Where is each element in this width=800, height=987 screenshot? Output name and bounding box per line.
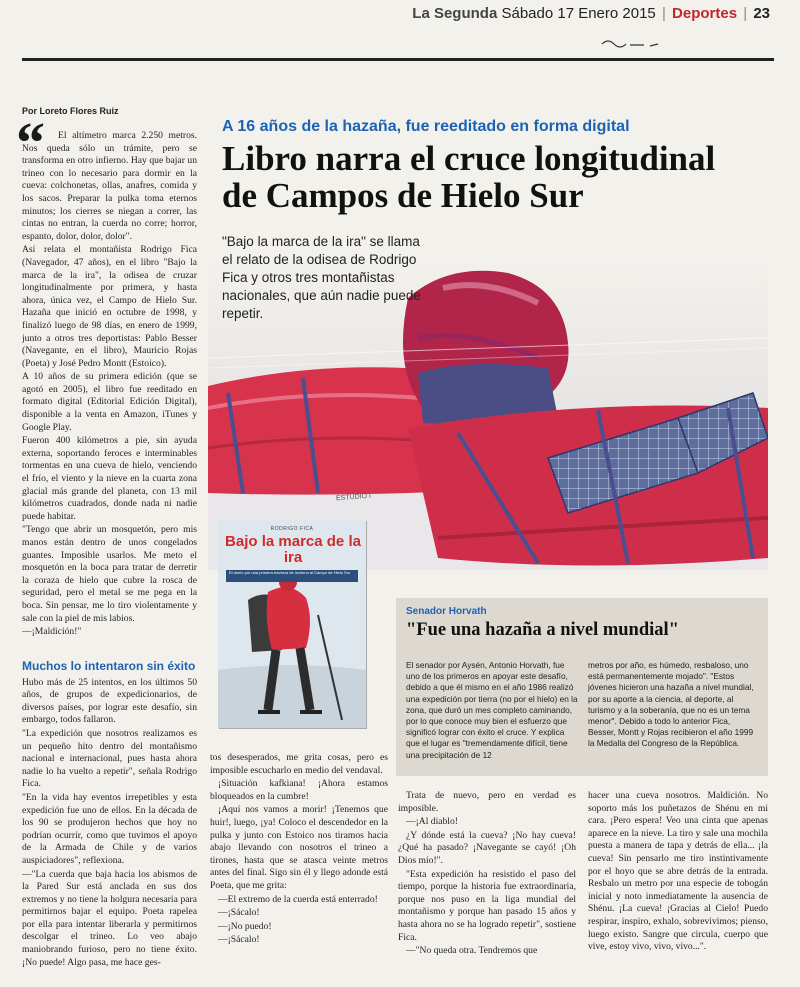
paragraph: —"No queda otra. Tendremos que bbox=[406, 945, 538, 957]
paragraph: —¡No puedo! bbox=[218, 920, 272, 932]
article-kicker: A 16 años de la hazaña, fue reeditado en forma digital bbox=[222, 118, 630, 135]
article-headline bbox=[222, 140, 782, 214]
sidebar-box bbox=[396, 598, 768, 776]
subheading: Muchos lo intentaron sin éxito bbox=[22, 660, 196, 673]
byline: Por Loreto Flores Ruiz bbox=[22, 106, 119, 116]
paragraph: ¡Situación kafkiana! ¡Ahora estamos bloqueados en la cumbre! bbox=[210, 778, 388, 802]
paragraph: —¡Al diablo! bbox=[406, 816, 458, 828]
article-deck: "Bajo la marca de la ira" se llama el relato de la odisea de Rodrigo Fica y otros tres montañistas nacionales, que aún nadie puede repetir. bbox=[222, 234, 421, 321]
paragraph: "La expedición que nosotros realizamos es un pequeño hito dentro del montañismo nacional e internacional, pues hasta ahora nadie lo ha vuelto a repetir", señala Rodrigo Fica. bbox=[22, 727, 197, 790]
book-subtitle: El duelo por una primera travesía de invierno al Campo de Hielo Sur bbox=[226, 570, 358, 582]
sidebar-column-1: El senador por Aysén, Antonio Horvath, fue uno de los primeros en apoyar este desafío, debido a que él mismo en el año 1986 realizó una expedición por tierra (no por el hielo) en la zona, que duró un mes completo caminando, por lo que conoce muy bien el esfuerzo que significó lograr con éxito el cruce. Y explica que el lugar es "tremendamente difícil, tiene una precipitación de 12 bbox=[406, 660, 578, 760]
paragraph: "Tengo que abrir un mosquetón, pero mis manos están dentro de unos congelados guantes. Imposible usarlos. Me meto el mosquetón en la boca para tratar de derretir la coraza de hielo que cubre la rosca de seguridad, pero el metal se me pega en la boca. Sin pensar, me lo tiro violentamente y sale con la piel de mis labios. bbox=[22, 524, 197, 624]
sidebar-column-2: metros por año, es húmedo, resbaloso, uno está permanentemente mojado". "Estos jóvenes hicieron una hazaña a nivel mundial, por su aporte a la ciencia, al deporte, al turismo y a la soberanía, que no es un tema menor". Debido a todo lo anterior Fica, Besser, Montt y Rojas recibieron el año 1999 la Medalla del Congreso de la República. bbox=[588, 660, 754, 749]
paragraph: ¿Y dónde está la cueva? ¡No hay cueva! ¿Qué ha pasado? ¡Navegante se cayó! ¡Oh Dios mío!". bbox=[398, 829, 576, 866]
paragraph: —"La cuerda que baja hacia los abismos de la Pared Sur está anclada en sus dos extremos y no tiene la holgura necesaria para permitirnos bajar el equipo. Poeta rapelea por ella para intentar liberarla y permitirnos descolgar el trineo. Lo veo abajo maniobrando furioso, pero no tiene éxito. ¡No puede! Algo pasa, me hace ges- bbox=[22, 868, 197, 968]
publication-date: Sábado 17 Enero 2015 bbox=[501, 5, 656, 22]
article-column-2 bbox=[210, 752, 388, 980]
paragraph: A 10 años de su primera edición (que se agotó en 2005), el libro fue reeditado en formato digital (Editorial Edición Digital), disponible a la venta en Amazon, iTunes y Google Play. bbox=[22, 371, 197, 433]
page-number: 23 bbox=[753, 5, 770, 22]
paragraph: Así relata el montañista Rodrigo Fica (Navegador, 47 años), en el libro "Bajo la marca de la ira", la odisea de cruzar longitudinalmente por primera, y hasta ahora, única vez, el Campo de Hielo Sur. Hazaña que inició en octubre de 1998, y finalizó luego de 98 días, en enero de 1999, junto a otros tres deportistas: Pablo Besser (Navegante, en el libro), Mauricio Rojas (Poeta) y José Pedro Montt (Estoico). bbox=[22, 244, 197, 369]
article-column-1b bbox=[22, 660, 197, 980]
header-rule bbox=[22, 58, 774, 61]
paragraph: —El extremo de la cuerda está enterrado! bbox=[218, 893, 378, 905]
paragraph: —¡Maldición!" bbox=[22, 626, 82, 638]
book-title: Bajo la marca de la ira bbox=[225, 533, 361, 566]
paragraph: El altímetro marca 2.250 metros. Nos queda sólo un trámite, pero se transforma en otro infierno. Hay que bajar un trineo con lo necesario para dormir en la cueva: colchonetas, ollas, anafres, comida y los sacos. Preparar la pulka toma eternos minutos; los cierres se niegan a correr, las cintas no entran, la cuerda no corre; horror, espanto, dolor, dolor, dolor". bbox=[22, 130, 197, 242]
headline-line: Libro narra el cruce longitudinal bbox=[222, 139, 716, 178]
publication-name: La Segunda bbox=[412, 5, 498, 22]
photo-tag-text: ESTUDIO I bbox=[335, 492, 372, 503]
paragraph: —¡Sácalo! bbox=[218, 907, 260, 919]
header-line: La Segunda Sábado 17 Enero 2015 | Deportes | 23 bbox=[412, 5, 770, 22]
paragraph: hacer una cueva nosotros. Maldición. No soporto más los puñetazos de Shénu en mi cara. ¡Pero espera! Veo una cinta que apenas aparece en la nieve. La tiro y sale una mochila puesta a manera de tapa y detrás de ella... ¡la cueva! Sin pensarlo me tiro instintivamente por el hoyo que se abre detrás de la entrada. Resbalo un metro por una especie de tobogán inicial y noto inmediatamente la ausencia de Shénu. ¡La cueva! ¡Gracias al Cielo! Puedo respirar, inspiro, exhalo, sobrevivimos; pienso, luego existo. Sangre que circula, cuerpo que vive, estoy vivo, vivo, vivo...". bbox=[588, 790, 768, 953]
page-header bbox=[0, 0, 800, 60]
sidebar-kicker: Senador Horvath bbox=[406, 606, 487, 617]
paragraph: tos desesperados, me grita cosas, pero es imposible escucharlo en medio del vendaval. bbox=[210, 752, 388, 776]
paragraph: Trata de nuevo, pero en verdad es imposible. bbox=[398, 790, 576, 814]
sidebar-title: "Fue una hazaña a nivel mundial" bbox=[406, 620, 679, 640]
paragraph: —¡Sácalo! bbox=[218, 934, 260, 946]
paragraph: Hubo más de 25 intentos, en los últimos 50 años, de grupos de expedicionarios, de diversos países, por lograr este desafío, sin embargo, todos fallaron. bbox=[22, 676, 197, 726]
paragraph: "Esta expedición ha resistido el paso del tiempo, porque la historia fue extraordinaria, porque nos puso en la liga mundial del montañismo y porque han pasado 15 años y hasta ahora no se ha logrado repetir", sostiene Fica. bbox=[398, 868, 576, 943]
article-column-1 bbox=[22, 130, 197, 650]
book-author: RODRIGO FICA bbox=[270, 526, 314, 532]
handwritten-mark bbox=[600, 36, 670, 50]
article-column-3 bbox=[398, 790, 576, 980]
book-cover bbox=[218, 520, 366, 728]
section-name: Deportes bbox=[672, 5, 738, 22]
opening-quote-mark: “ bbox=[16, 110, 45, 175]
article-column-4 bbox=[588, 790, 768, 980]
headline-line: de Campos de Hielo Sur bbox=[222, 176, 584, 215]
paragraph: ¡Aquí nos vamos a morir! ¡Tenemos que huir!, luego, ¡ya! Coloco el descendedor en la pulka y junto con Estoico nos tiramos hacia abajo llevando con nosotros el trineo a tirones, hasta que se atasca veinte metros antes del final. Sigo sin él y llego adonde está Poeta, que me grita: bbox=[210, 804, 388, 891]
paragraph: Fueron 400 kilómetros a pie, sin ayuda externa, soportando feroces e interminables tormentas en una cueva de hielo, venciendo el frío, el viento y la nieve en la cuarta zona glacial más grande del planeta, con 13 mil kilómetros cuadrados, donde nada ni nadie puede habitar. bbox=[22, 435, 197, 522]
paragraph: "En la vida hay eventos irrepetibles y esta expedición fue uno de ellos. En la década de los 90 se produjeron hechos que hoy no podrían ocurrir, como que tuvimos el apoyo de la Armada de Chile y de varios auspiciadores", reflexiona. bbox=[22, 791, 197, 866]
